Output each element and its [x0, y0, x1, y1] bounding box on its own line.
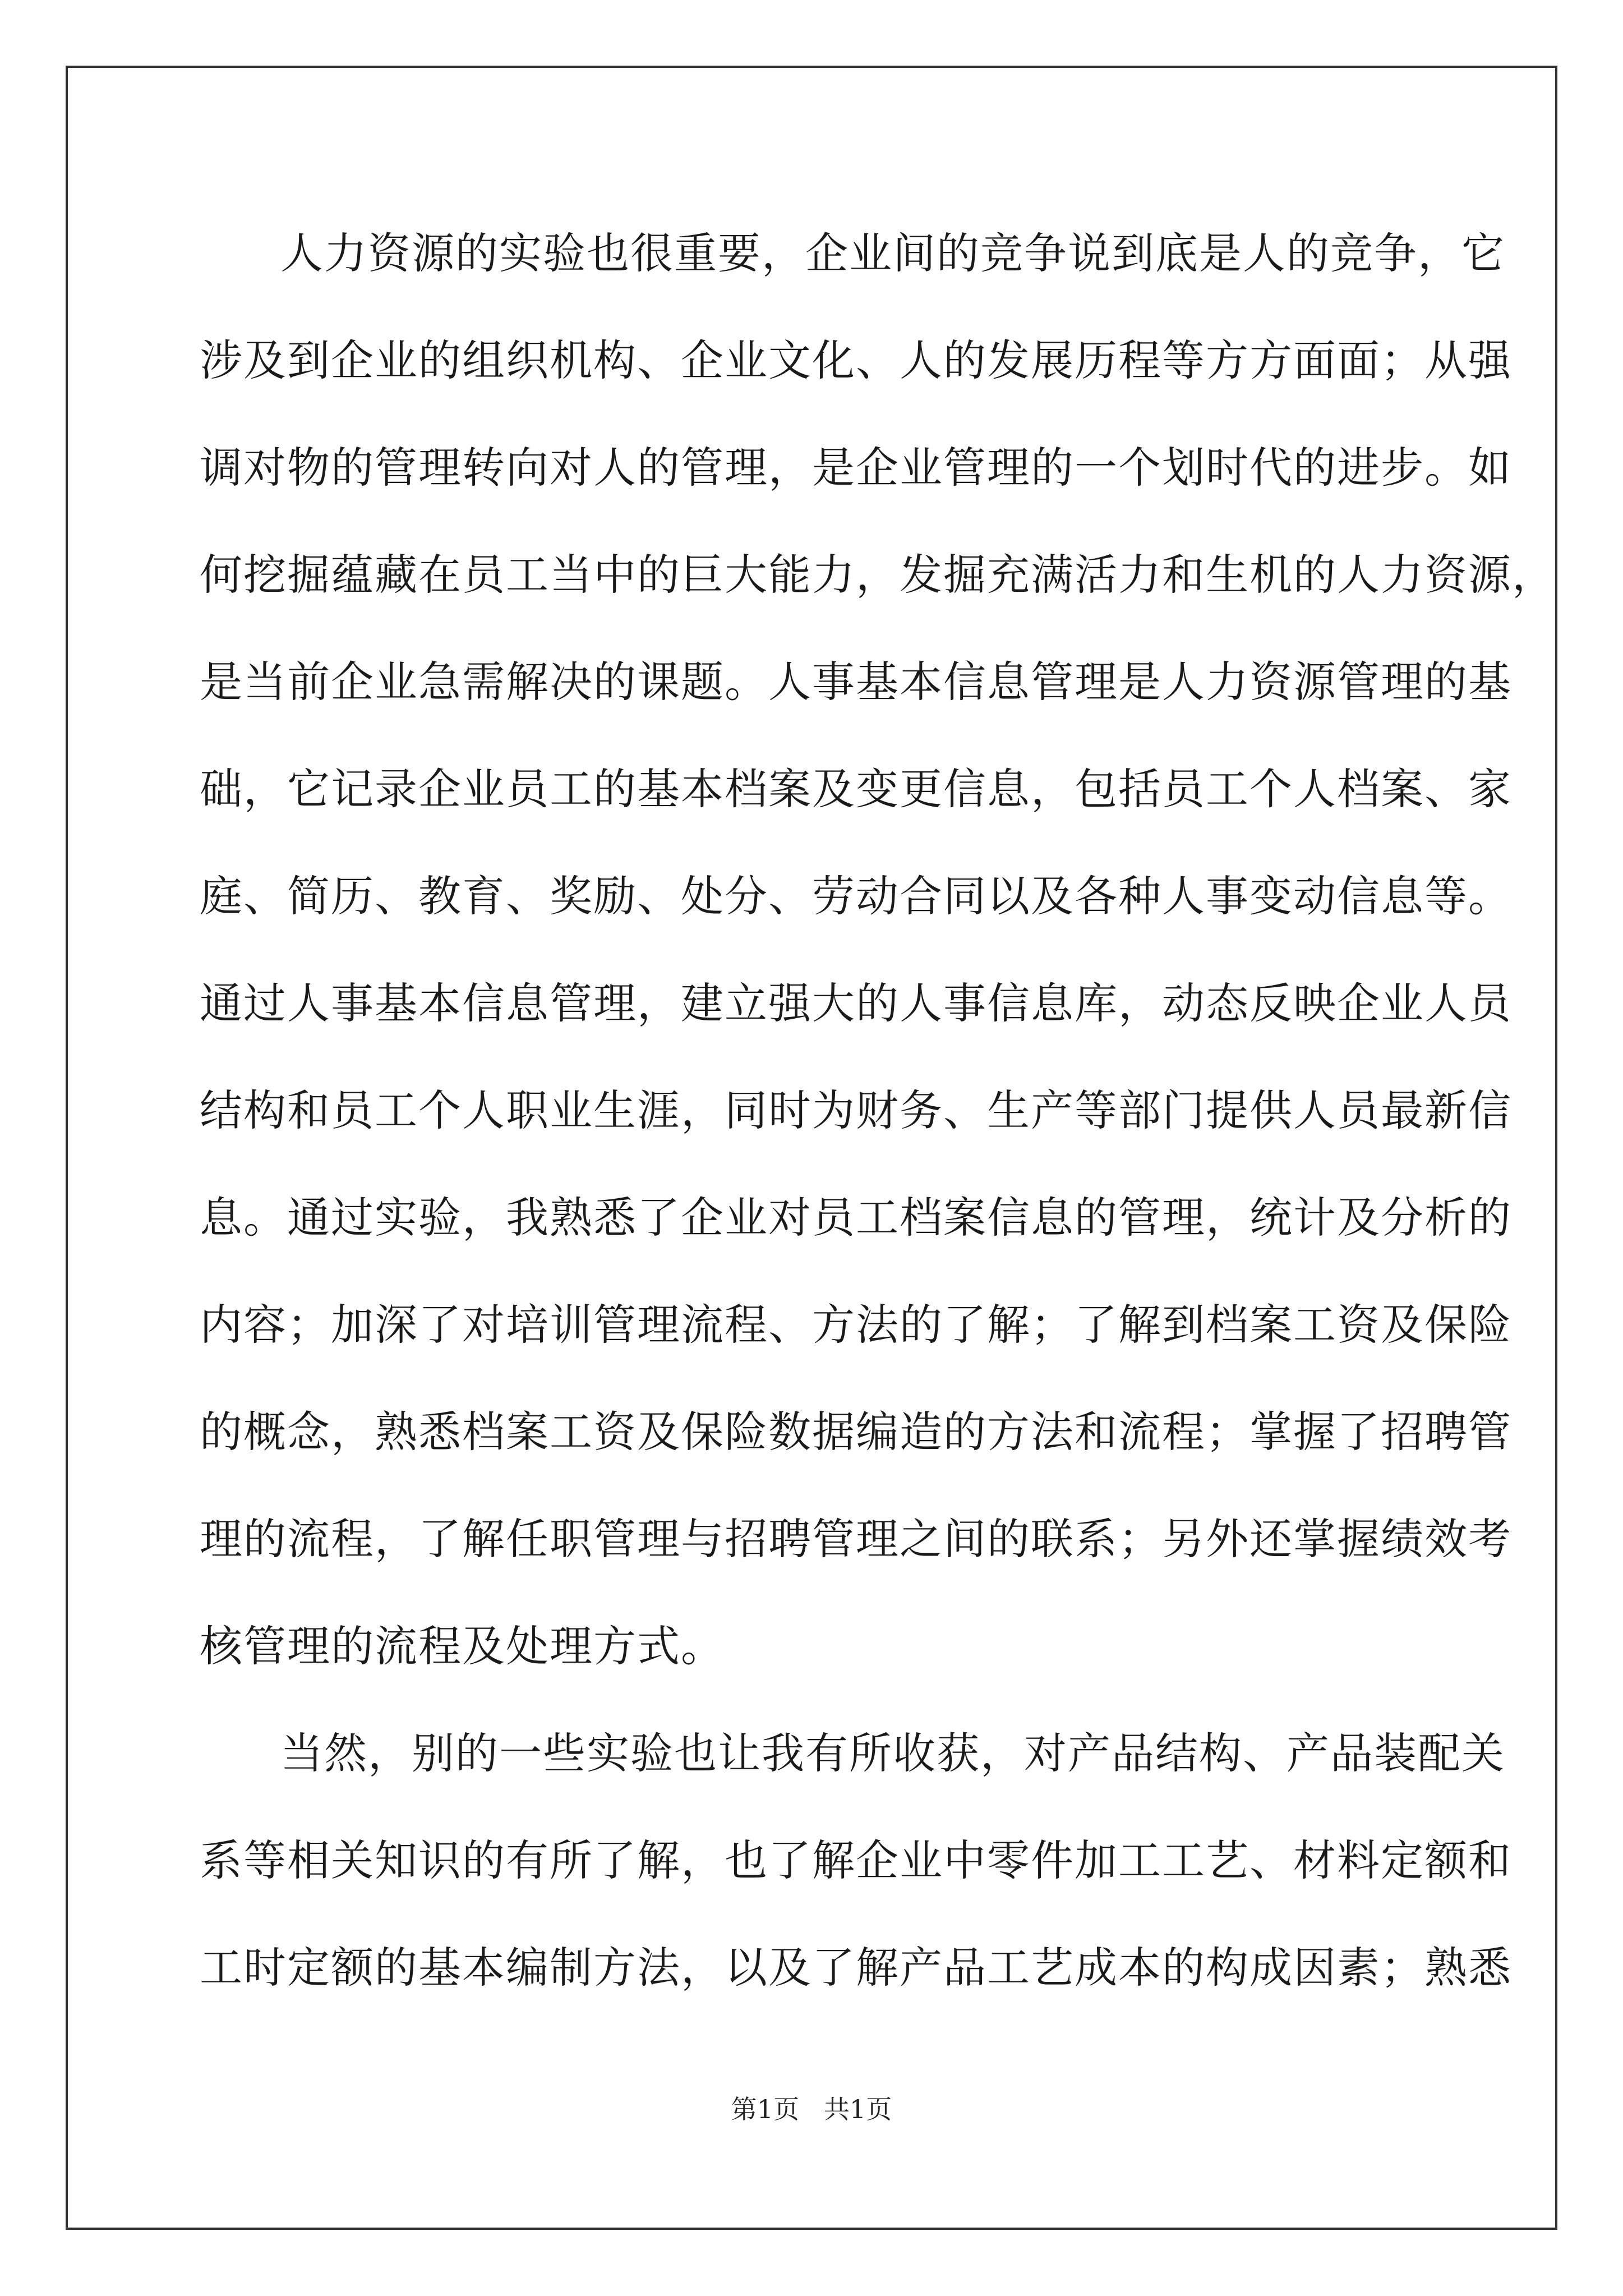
text-line: 当然，别的一些实验也让我有所收获，对产品结构、产品装配关	[280, 1728, 1505, 1778]
text-line: 庭、简历、教育、奖励、处分、劳动合同以及各种人事变动信息等。	[200, 871, 1512, 921]
text-line: 系等相关知识的有所了解，也了解企业中零件加工工艺、材料定额和	[200, 1835, 1512, 1885]
text-line: 是当前企业急需解决的课题。人事基本信息管理是人力资源管理的基	[200, 657, 1512, 707]
page-frame	[66, 66, 1557, 2230]
text-line: 工时定额的基本编制方法，以及了解产品工艺成本的构成因素；熟悉	[200, 1943, 1512, 1993]
text-line: 核管理的流程及处理方式。	[200, 1621, 725, 1671]
text-line: 结构和员工个人职业生涯，同时为财务、生产等部门提供人员最新信	[200, 1085, 1512, 1135]
text-line: 内容；加深了对培训管理流程、方法的了解；了解到档案工资及保险	[200, 1300, 1512, 1350]
text-line: 人力资源的实验也很重要，企业间的竞争说到底是人的竞争，它	[280, 228, 1505, 278]
text-line: 调对物的管理转向对人的管理，是企业管理的一个划时代的进步。如	[200, 443, 1512, 493]
text-line: 何挖掘蕴藏在员工当中的巨大能力，发掘充满活力和生机的人力资源，	[200, 550, 1556, 600]
text-line: 的概念，熟悉档案工资及保险数据编造的方法和流程；掌握了招聘管	[200, 1407, 1512, 1457]
page-footer: 第1页 共1页	[731, 2094, 892, 2124]
text-line: 础，它记录企业员工的基本档案及变更信息，包括员工个人档案、家	[200, 764, 1512, 814]
text-line: 通过人事基本信息管理，建立强大的人事信息库，动态反映企业人员	[200, 978, 1512, 1028]
text-line: 息。通过实验，我熟悉了企业对员工档案信息的管理，统计及分析的	[200, 1193, 1512, 1243]
text-line: 涉及到企业的组织机构、企业文化、人的发展历程等方方面面；从强	[200, 335, 1512, 385]
text-line: 理的流程，了解任职管理与招聘管理之间的联系；另外还掌握绩效考	[200, 1514, 1512, 1564]
